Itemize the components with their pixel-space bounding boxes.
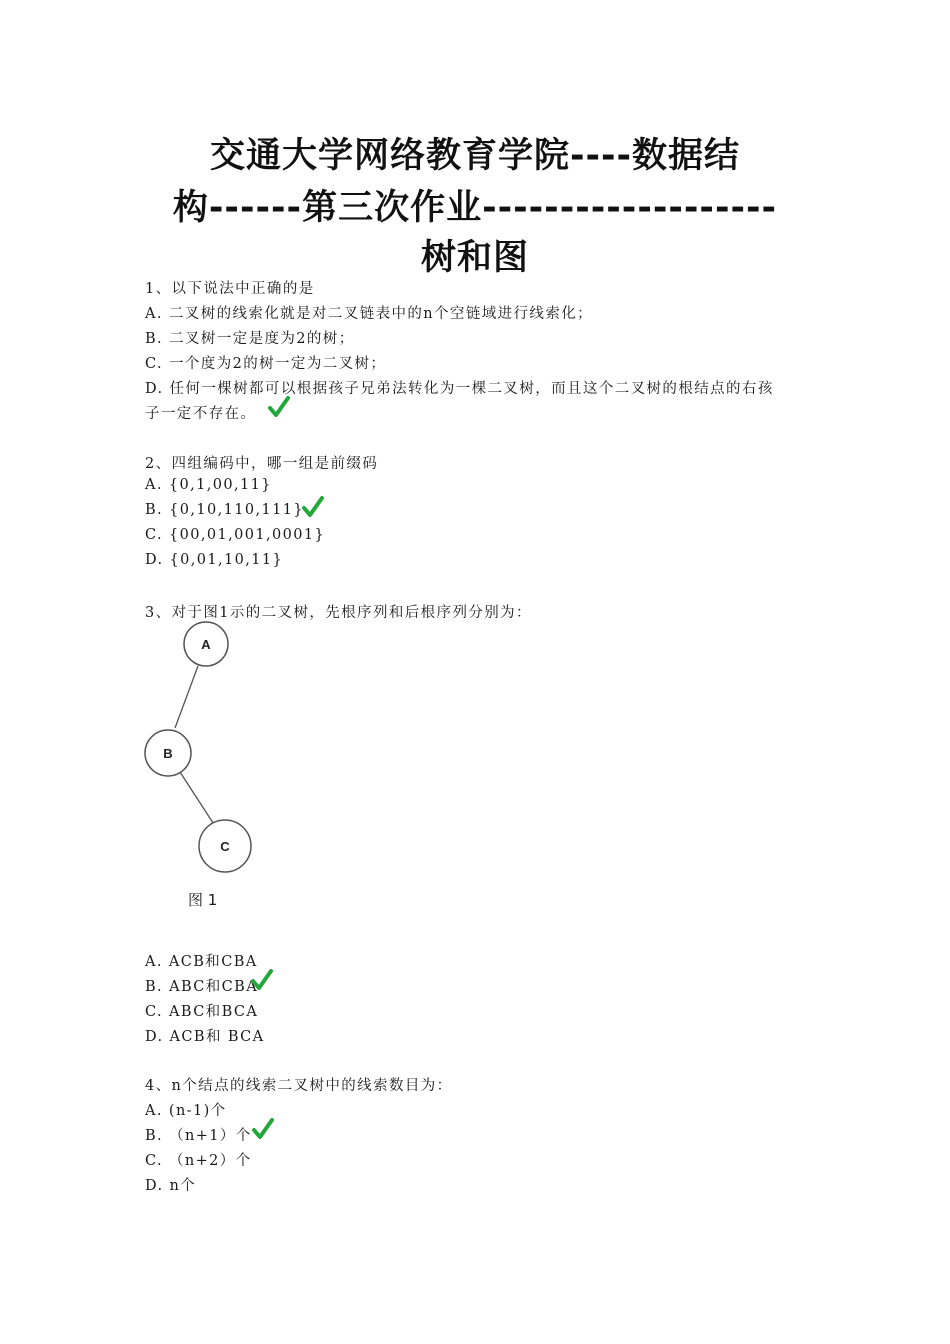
question-3-option-d: D. ACB和 BCA — [145, 1029, 265, 1045]
question-2-option-b: B. {0,10,110,111} — [145, 502, 304, 518]
tree-edge-a-b — [175, 666, 198, 728]
document-title-line-2: 构------第三次作业------------------- — [172, 188, 778, 228]
question-1-option-b: B. 二叉树一定是度为2的树； — [145, 331, 355, 347]
question-3-option-b: B. ABC和CBA — [145, 979, 259, 995]
question-3-option-a: A. ACB和CBA — [145, 954, 258, 970]
figure-caption: 图 1 — [188, 891, 218, 909]
tree-node-c-label: C — [220, 839, 230, 854]
question-4-stem: 4、n个结点的线索二叉树中的线索数目为： — [145, 1078, 453, 1094]
question-2-option-a: A. {0,1,00,11} — [145, 477, 272, 493]
tree-node-b-label: B — [163, 746, 173, 761]
question-2-stem: 2、四组编码中，哪一组是前缀码 — [145, 456, 379, 472]
question-3-stem: 3、对于图1示的二叉树，先根序列和后根序列分别为： — [145, 605, 532, 621]
question-3-option-c: C. ABC和BCA — [145, 1004, 259, 1020]
tree-edge-b-c — [180, 772, 215, 826]
question-2-option-d: D. {0,01,10,11} — [145, 552, 284, 568]
checkmark-icon — [302, 496, 324, 518]
question-1-stem: 1、以下说法中正确的是 — [145, 281, 315, 297]
question-1-option-a: A. 二叉树的线索化就是对二叉链表中的n个空链域进行线索化； — [145, 306, 594, 322]
question-2-option-c: C. {00,01,001,0001} — [145, 527, 326, 543]
question-4-option-b: B. （n+1）个 — [145, 1128, 252, 1144]
tree-node-a-label: A — [201, 637, 211, 652]
document-title-line-3: 树和图 — [420, 238, 529, 278]
question-4-option-d: D. n个 — [145, 1178, 197, 1194]
checkmark-icon — [268, 396, 290, 418]
question-1-option-c: C. 一个度为2的树一定为二叉树； — [145, 356, 387, 372]
document-title-line-1: 交通大学网络教育学院----数据结 — [209, 136, 741, 176]
checkmark-icon — [251, 969, 273, 991]
question-4-option-c: C. （n+2）个 — [145, 1153, 252, 1169]
binary-tree-figure — [140, 620, 260, 880]
question-1-option-d-line-1: D. 任何一棵树都可以根据孩子兄弟法转化为一棵二叉树，而且这个二叉树的根结点的右孩 — [145, 381, 774, 397]
question-1-option-d-line-2: 子一定不存在。 — [145, 406, 257, 422]
checkmark-icon — [252, 1118, 274, 1140]
question-4-option-a: A. (n-1)个 — [145, 1103, 227, 1119]
